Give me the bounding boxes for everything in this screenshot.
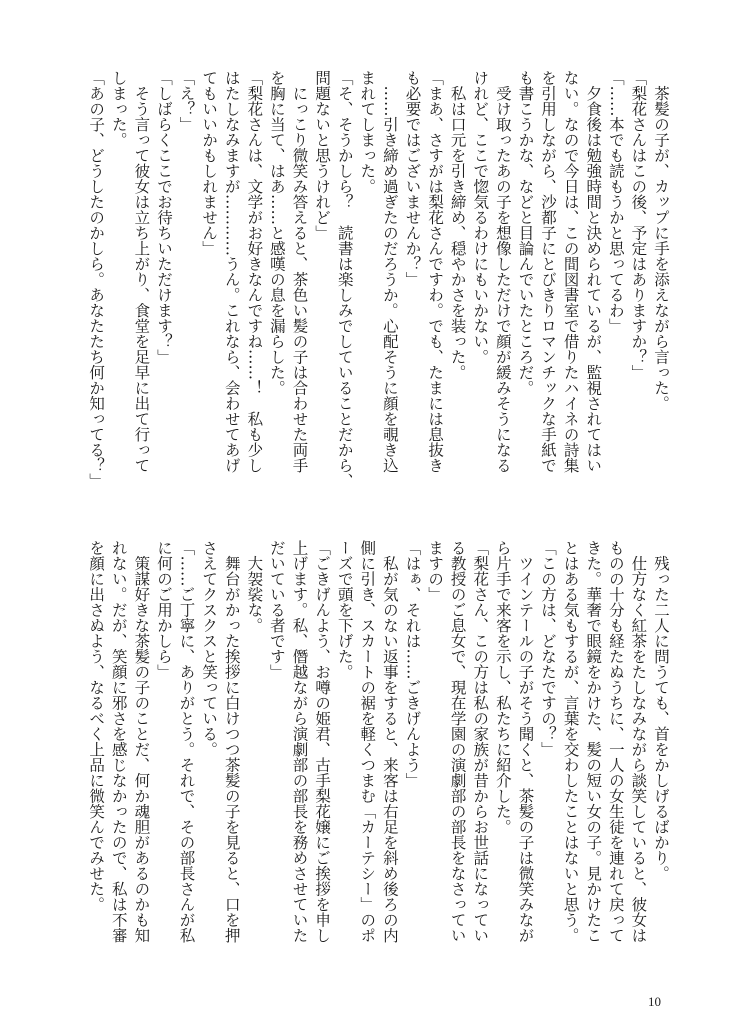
text-line: 舞台がかった挨拶に白けつつ茶髪の子を見ると、口を押 (222, 540, 241, 943)
text-line: ない。なので今日は、この間図書室で借りたハイネの詩集 (561, 70, 580, 473)
text-line: 「ごきげんよう、お噂の姫君、古手梨花嬢にご挨拶を申し (313, 540, 332, 943)
text-line: 側に引き、スカートの裾を軽くつまむ「カーテシー」のポ (358, 540, 377, 943)
text-line: さえてクスクスと笑っている。 (200, 540, 219, 757)
text-line: れない。だが、笑顔に邪さを感じなかったので、私は不審 (109, 540, 128, 943)
text-line: 策謀好きな茶髪の子のことだ、何か魂胆があるのかも知 (132, 540, 151, 943)
text-line: ーズで頭を下げた。 (335, 540, 354, 680)
text-line: けれど、ここで惚気るわけにもいかない。 (471, 70, 490, 365)
text-line: 「まあ、さすがは梨花さんですわ。でも、たまには息抜き (426, 70, 445, 473)
text-line: を引用しながら、沙都子にとびきりロマンチックな手紙で (539, 70, 558, 473)
text-line: 「梨花さん、この方は私の家族が昔からお世話になってい (471, 540, 490, 943)
text-line: 夕食後は勉強時間と決められているが、監視されてはい (584, 70, 603, 473)
text-line: 「梨花さんはこの後、予定はありますか？」 (629, 70, 648, 380)
text-line: ツインテールの子がそう聞くと、茶髪の子は微笑みなが (516, 540, 535, 943)
text-line: 「しばらくここでお待ちいただけます？」 (154, 70, 173, 365)
text-line: ら片手で来客を示し、私たちに紹介した。 (493, 540, 512, 835)
text-line: 茶髪の子が、カップに手を添えながら言った。 (652, 70, 670, 411)
text-line: 問題ないと思うけれど」 (313, 70, 332, 241)
text-line: 受け取ったあの子を想像しただけで顔が緩みそうになる (493, 70, 512, 473)
text-line: しまった。 (109, 70, 128, 148)
text-line: ますの」 (426, 540, 445, 602)
text-line: も必要ではございませんか？」 (403, 70, 422, 287)
text-line: 「……本でも読もうかと思ってるわ」 (606, 70, 625, 334)
text-line: 仕方なく紅茶をたしなみながら談笑していると、彼女は (629, 540, 648, 943)
text-block-top (80, 70, 672, 510)
text-line: る教授のご息女で、現在学園の演劇部の部長をなさってい (448, 540, 467, 943)
text-line: 大袈裟な。 (245, 540, 264, 633)
text-line: にっこり微笑み答えると、茶色い髪の子は合わせた両手 (290, 70, 309, 473)
text-line: そう言って彼女は立ち上がり、食堂を足早に出て行って (132, 70, 151, 473)
text-line: も書こうかな、などと目論んでいたところだ。 (516, 70, 535, 396)
text-line: 「そ、そうかしら？ 読書は楽しみでしていることだから、 (335, 70, 354, 489)
text-line: ものの十分も経たぬうちに、一人の女生徒を連れて戻って (606, 540, 625, 943)
text-line: だいている者です」 (267, 540, 286, 680)
text-line: 上げます。私、僭越ながら演劇部の部長を務めさせていた (290, 540, 309, 943)
text-line: 「はぁ、それは……ごきげんよう」 (403, 540, 422, 788)
text-line: 「あの子、どうしたのかしら。あなたたち何か知ってる？」 (87, 70, 106, 489)
text-line: 「……ご丁寧に、ありがとう。それで、その部長さんが私 (177, 540, 196, 943)
text-line: きた。華奢で眼鏡をかけた、髪の短い女の子。見かけたこ (584, 540, 603, 943)
text-line: に何のご用かしら」 (154, 540, 173, 680)
text-line: を顔に出さぬよう、なるべく上品に微笑んでみせた。 (87, 540, 106, 912)
text-line: とはある気もするが、言葉を交わしたことはないと思う。 (561, 540, 580, 943)
text-line: を胸に当て、はあ……と感嘆の息を漏らした。 (267, 70, 286, 396)
text-line: はたしなみますが…………うん。これなら、会わせてあげ (222, 70, 241, 473)
text-line: 残った二人に問うても、首をかしげるばかり。 (652, 540, 670, 881)
text-block-bottom (80, 540, 672, 980)
text-line: 私が気のない返事をすると、来客は右足を斜め後ろの内 (380, 540, 399, 943)
text-line: ……引き締め過ぎたのだろうか。心配そうに顔を覗き込 (380, 70, 399, 473)
text-line: 私は口元を引き締め、穏やかさを装った。 (448, 70, 467, 380)
text-line: 「この方は、どなたですの？」 (539, 540, 558, 757)
page-number: 10 (648, 994, 661, 1009)
text-line: まれてしまった。 (358, 70, 377, 194)
text-line: てもいいかもしれません」 (200, 70, 219, 256)
text-line: 「梨花さんは、文学がお好きなんですね……！ 私も少し (245, 70, 264, 473)
text-line: 「え？」 (177, 70, 196, 132)
